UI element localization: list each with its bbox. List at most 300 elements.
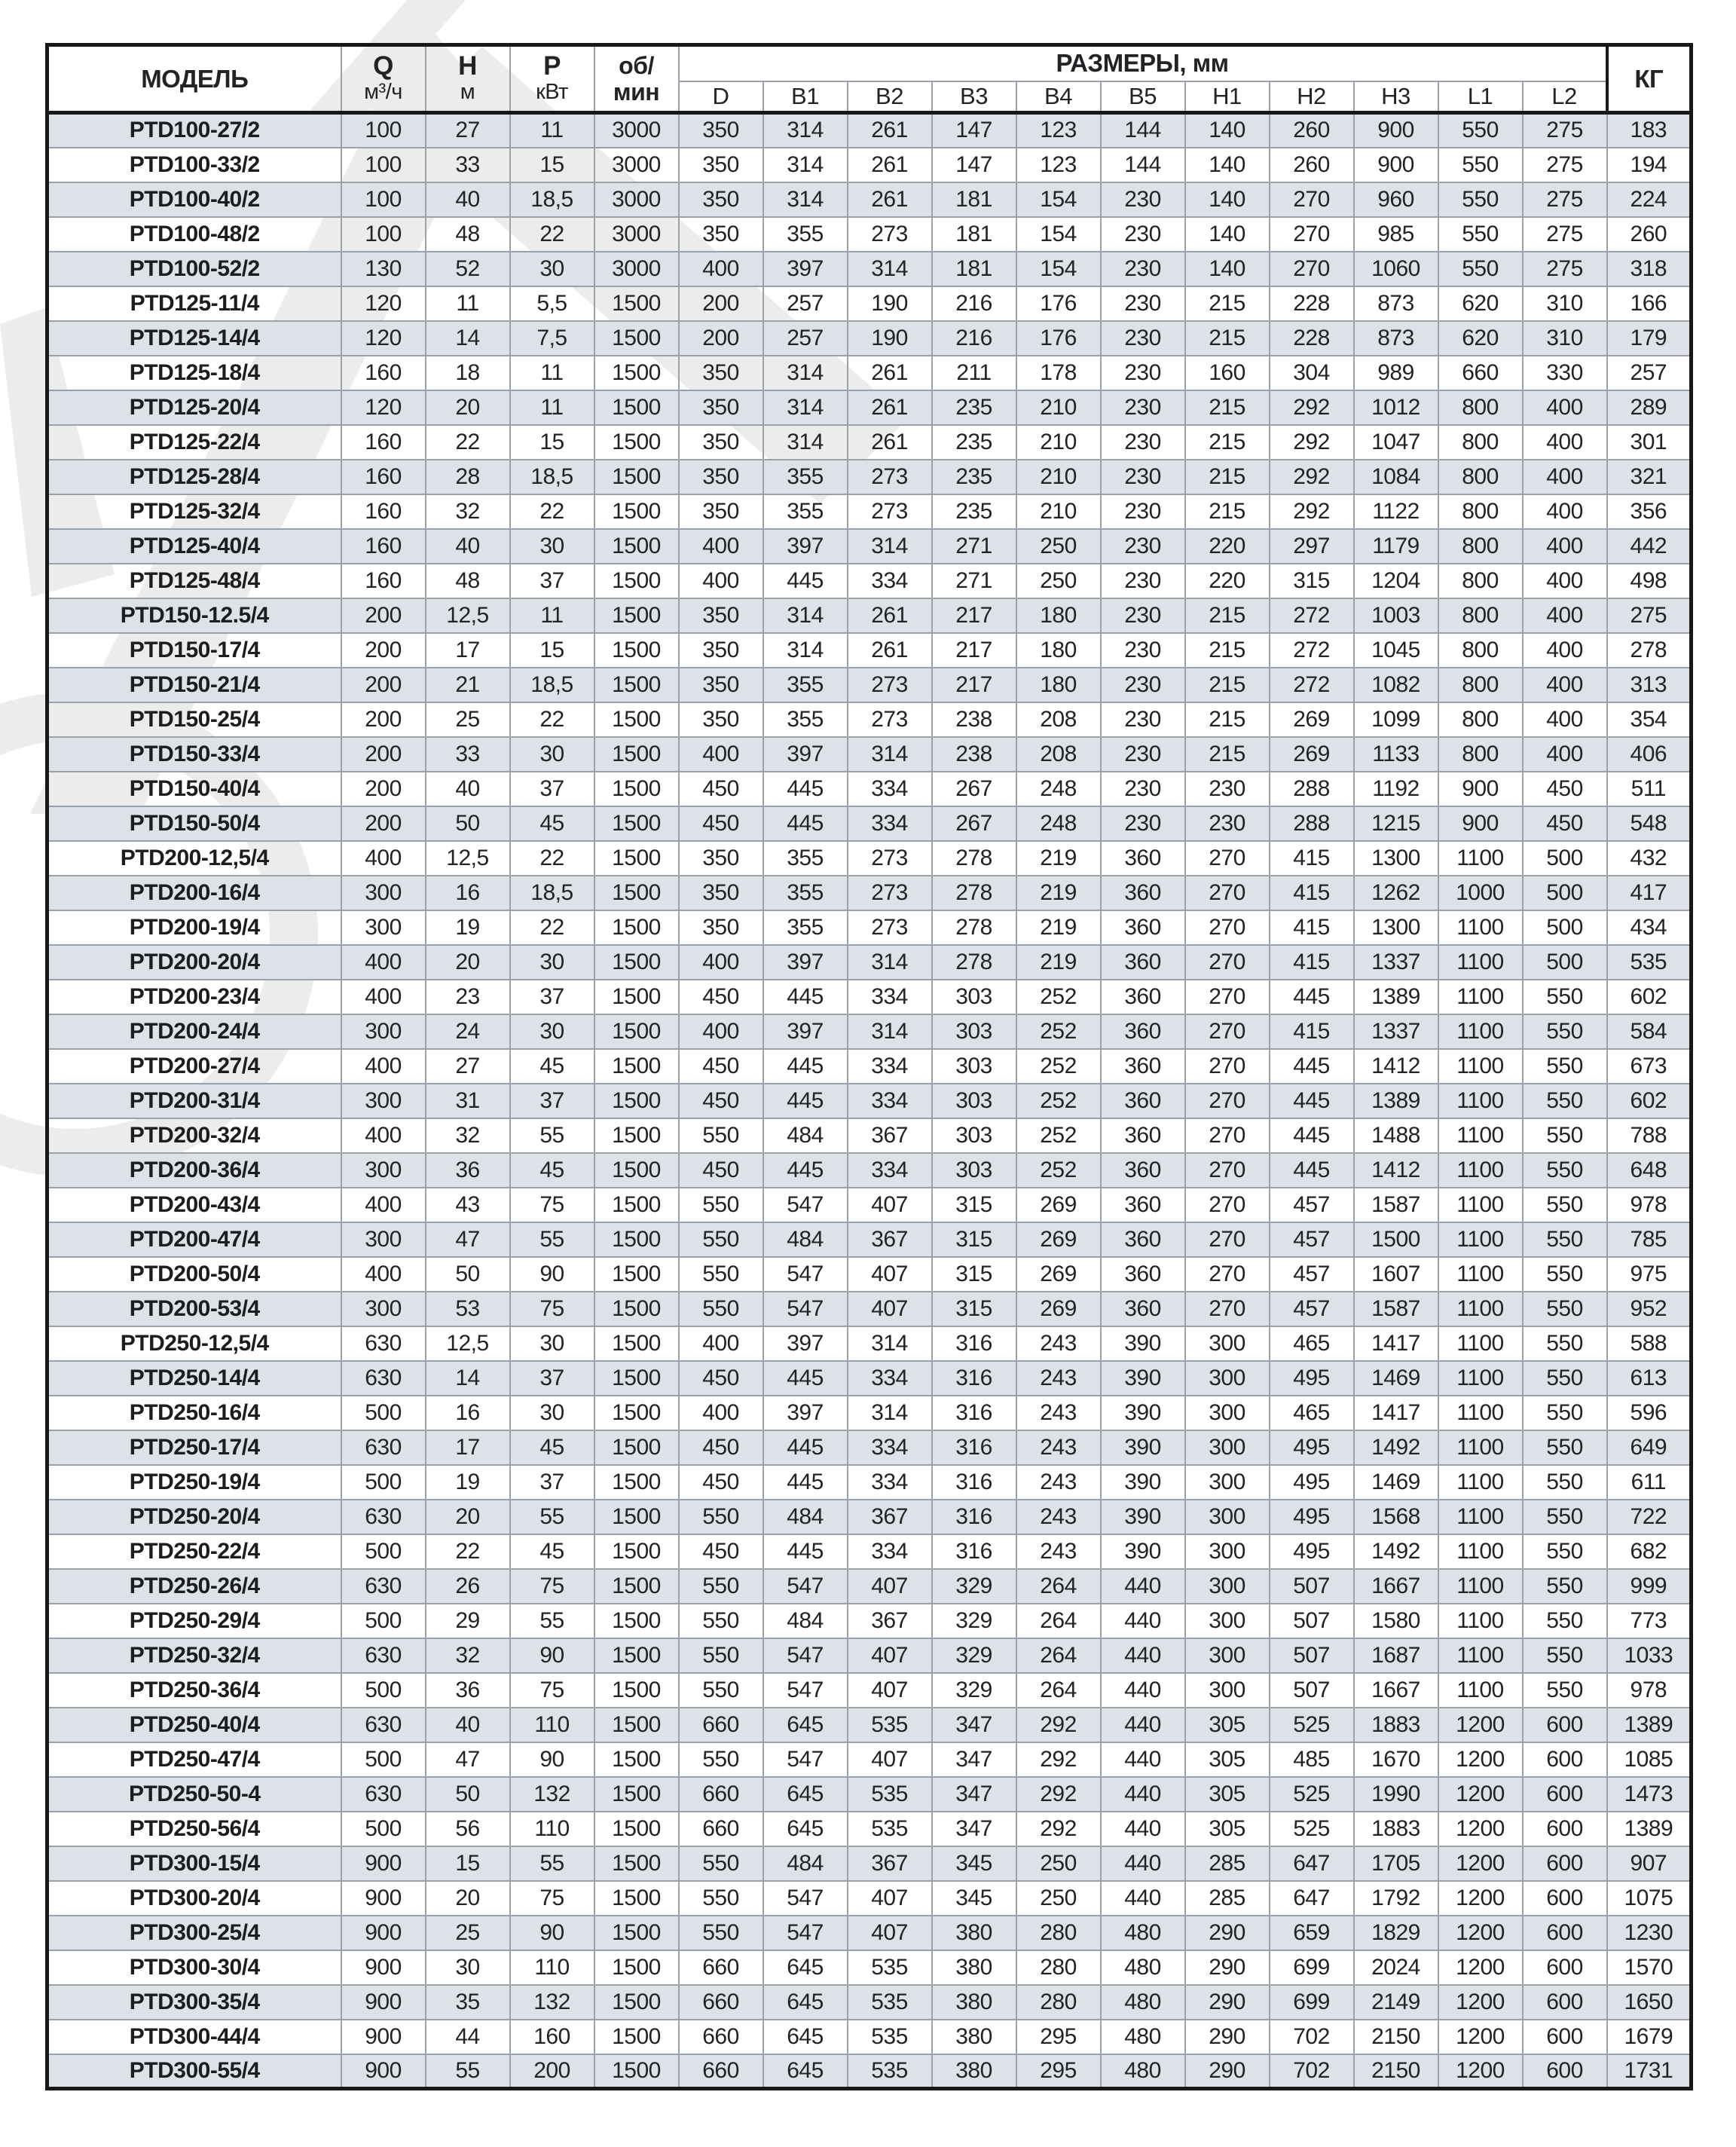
value-cell: 900 <box>1438 772 1523 806</box>
value-cell: 1500 <box>594 1916 679 1950</box>
value-cell: 264 <box>1016 1569 1101 1604</box>
model-name-cell: PTD250-12,5/4 <box>47 1326 341 1361</box>
value-cell: 215 <box>1185 425 1270 460</box>
value-cell: 535 <box>848 1950 932 1985</box>
value-cell: 550 <box>1523 1396 1607 1430</box>
value-cell: 1045 <box>1354 633 1438 668</box>
model-name-cell: PTD125-40/4 <box>47 529 341 564</box>
value-cell: 252 <box>1016 1084 1101 1118</box>
value-cell: 40 <box>426 772 510 806</box>
table-row <box>47 182 1692 217</box>
model-name-cell: PTD150-25/4 <box>47 702 341 737</box>
value-cell: 620 <box>1438 286 1523 321</box>
value-cell: 275 <box>1523 113 1607 148</box>
model-name-cell: PTD200-36/4 <box>47 1153 341 1188</box>
table-row <box>47 460 1692 494</box>
value-cell: 645 <box>763 1950 848 1985</box>
value-cell: 310 <box>1523 321 1607 356</box>
value-cell: 230 <box>1101 668 1185 702</box>
value-cell: 600 <box>1523 1881 1607 1916</box>
value-cell: 1580 <box>1354 1604 1438 1638</box>
value-cell: 550 <box>679 1604 763 1638</box>
model-name-cell: PTD250-47/4 <box>47 1742 341 1777</box>
value-cell: 630 <box>341 1569 426 1604</box>
value-cell: 360 <box>1101 1257 1185 1292</box>
value-cell: 33 <box>426 737 510 772</box>
value-cell: 292 <box>1270 494 1354 529</box>
value-cell: 550 <box>1523 1188 1607 1222</box>
model-name-cell: PTD150-50/4 <box>47 806 341 841</box>
value-cell: 1389 <box>1607 1812 1692 1846</box>
value-cell: 611 <box>1607 1465 1692 1500</box>
value-cell: 270 <box>1185 980 1270 1014</box>
value-cell: 1003 <box>1354 598 1438 633</box>
model-name-cell: PTD125-18/4 <box>47 356 341 390</box>
value-cell: 270 <box>1270 252 1354 286</box>
value-cell: 200 <box>341 806 426 841</box>
value-cell: 1500 <box>594 1985 679 2020</box>
value-cell: 267 <box>932 772 1016 806</box>
value-cell: 300 <box>341 910 426 945</box>
value-cell: 230 <box>1101 564 1185 598</box>
value-cell: 288 <box>1270 806 1354 841</box>
value-cell: 550 <box>1523 1430 1607 1465</box>
value-cell: 465 <box>1270 1396 1354 1430</box>
value-cell: 208 <box>1016 702 1101 737</box>
value-cell: 702 <box>1270 2054 1354 2089</box>
value-cell: 660 <box>679 1950 763 1985</box>
value-cell: 1990 <box>1354 1777 1438 1812</box>
value-cell: 550 <box>1438 252 1523 286</box>
value-cell: 273 <box>848 702 932 737</box>
value-cell: 1047 <box>1354 425 1438 460</box>
value-cell: 22 <box>510 910 594 945</box>
value-cell: 261 <box>848 425 932 460</box>
value-cell: 50 <box>426 1777 510 1812</box>
value-cell: 147 <box>932 148 1016 182</box>
value-cell: 602 <box>1607 980 1692 1014</box>
value-cell: 440 <box>1101 1638 1185 1673</box>
value-cell: 1084 <box>1354 460 1438 494</box>
value-cell: 702 <box>1270 2020 1354 2054</box>
value-cell: 269 <box>1016 1188 1101 1222</box>
value-cell: 154 <box>1016 182 1101 217</box>
value-cell: 600 <box>1523 2054 1607 2089</box>
value-cell: 235 <box>932 494 1016 529</box>
value-cell: 630 <box>341 1361 426 1396</box>
table-row <box>47 1916 1692 1950</box>
value-cell: 300 <box>341 1084 426 1118</box>
value-cell: 645 <box>763 2054 848 2089</box>
column-header-h <box>426 45 510 113</box>
value-cell: 123 <box>1016 148 1101 182</box>
value-cell: 252 <box>1016 1153 1101 1188</box>
value-cell: 215 <box>1185 286 1270 321</box>
value-cell: 75 <box>510 1673 594 1708</box>
table-row <box>47 668 1692 702</box>
value-cell: 445 <box>1270 980 1354 1014</box>
value-cell: 550 <box>679 1292 763 1326</box>
value-cell: 500 <box>1523 910 1607 945</box>
value-cell: 301 <box>1607 425 1692 460</box>
value-cell: 450 <box>679 1153 763 1188</box>
value-cell: 230 <box>1101 286 1185 321</box>
value-cell: 367 <box>848 1118 932 1153</box>
table-row <box>47 1049 1692 1084</box>
value-cell: 1200 <box>1438 1985 1523 2020</box>
value-cell: 215 <box>1185 737 1270 772</box>
value-cell: 1883 <box>1354 1812 1438 1846</box>
value-cell: 210 <box>1016 390 1101 425</box>
value-cell: 334 <box>848 1084 932 1118</box>
value-cell: 140 <box>1185 182 1270 217</box>
value-cell: 22 <box>510 841 594 876</box>
model-name-cell: PTD300-30/4 <box>47 1950 341 1985</box>
value-cell: 216 <box>932 286 1016 321</box>
value-cell: 1687 <box>1354 1638 1438 1673</box>
value-cell: 647 <box>1270 1846 1354 1881</box>
value-cell: 147 <box>932 113 1016 148</box>
value-cell: 75 <box>510 1569 594 1604</box>
value-cell: 316 <box>932 1326 1016 1361</box>
value-cell: 32 <box>426 494 510 529</box>
value-cell: 547 <box>763 1673 848 1708</box>
value-cell: 315 <box>932 1292 1016 1326</box>
value-cell: 584 <box>1607 1014 1692 1049</box>
value-cell: 261 <box>848 633 932 668</box>
value-cell: 450 <box>1523 806 1607 841</box>
value-cell: 350 <box>679 494 763 529</box>
value-cell: 270 <box>1185 1188 1270 1222</box>
column-header-dim-b2: B2 <box>848 81 932 113</box>
model-name-cell: PTD100-33/2 <box>47 148 341 182</box>
value-cell: 215 <box>1185 598 1270 633</box>
value-cell: 243 <box>1016 1326 1101 1361</box>
value-cell: 210 <box>1016 425 1101 460</box>
value-cell: 400 <box>1523 633 1607 668</box>
value-cell: 1500 <box>594 737 679 772</box>
value-cell: 397 <box>763 1396 848 1430</box>
value-cell: 45 <box>510 1153 594 1188</box>
value-cell: 450 <box>679 1361 763 1396</box>
value-cell: 647 <box>1270 1881 1354 1916</box>
value-cell: 27 <box>426 1049 510 1084</box>
model-name-cell: PTD150-33/4 <box>47 737 341 772</box>
value-cell: 415 <box>1270 945 1354 980</box>
value-cell: 215 <box>1185 321 1270 356</box>
value-cell: 1337 <box>1354 945 1438 980</box>
value-cell: 550 <box>1523 1361 1607 1396</box>
value-cell: 90 <box>510 1916 594 1950</box>
value-cell: 270 <box>1185 1118 1270 1153</box>
value-cell: 176 <box>1016 286 1101 321</box>
value-cell: 228 <box>1270 286 1354 321</box>
value-cell: 355 <box>763 217 848 252</box>
value-cell: 360 <box>1101 1049 1185 1084</box>
value-cell: 407 <box>848 1881 932 1916</box>
model-name-cell: PTD250-19/4 <box>47 1465 341 1500</box>
model-name-cell: PTD250-17/4 <box>47 1430 341 1465</box>
value-cell: 507 <box>1270 1638 1354 1673</box>
value-cell: 442 <box>1607 529 1692 564</box>
value-cell: 160 <box>341 529 426 564</box>
value-cell: 1500 <box>594 321 679 356</box>
value-cell: 48 <box>426 564 510 598</box>
value-cell: 440 <box>1101 1742 1185 1777</box>
value-cell: 1262 <box>1354 876 1438 910</box>
value-cell: 257 <box>763 286 848 321</box>
value-cell: 1705 <box>1354 1846 1438 1881</box>
value-cell: 36 <box>426 1673 510 1708</box>
table-row <box>47 1742 1692 1777</box>
value-cell: 1500 <box>594 1188 679 1222</box>
value-cell: 315 <box>1270 564 1354 598</box>
value-cell: 1412 <box>1354 1049 1438 1084</box>
value-cell: 535 <box>848 1812 932 1846</box>
value-cell: 415 <box>1270 910 1354 945</box>
value-cell: 380 <box>932 1916 1016 1950</box>
model-name-cell: PTD150-17/4 <box>47 633 341 668</box>
value-cell: 550 <box>1523 1014 1607 1049</box>
table-row <box>47 1257 1692 1292</box>
value-cell: 271 <box>932 529 1016 564</box>
value-cell: 390 <box>1101 1500 1185 1534</box>
column-header-q <box>341 45 426 113</box>
value-cell: 550 <box>679 1500 763 1534</box>
value-cell: 682 <box>1607 1534 1692 1569</box>
value-cell: 90 <box>510 1638 594 1673</box>
value-cell: 547 <box>763 1257 848 1292</box>
value-cell: 660 <box>679 1812 763 1846</box>
value-cell: 1100 <box>1438 945 1523 980</box>
value-cell: 457 <box>1270 1188 1354 1222</box>
value-cell: 235 <box>932 425 1016 460</box>
value-cell: 37 <box>510 772 594 806</box>
value-cell: 547 <box>763 1916 848 1950</box>
value-cell: 800 <box>1438 702 1523 737</box>
value-cell: 166 <box>1607 286 1692 321</box>
value-cell: 37 <box>510 1361 594 1396</box>
table-row <box>47 529 1692 564</box>
value-cell: 2150 <box>1354 2020 1438 2054</box>
value-cell: 400 <box>679 564 763 598</box>
value-cell: 550 <box>679 1638 763 1673</box>
value-cell: 1100 <box>1438 1084 1523 1118</box>
value-cell: 417 <box>1607 876 1692 910</box>
value-cell: 32 <box>426 1638 510 1673</box>
value-cell: 18 <box>426 356 510 390</box>
value-cell: 100 <box>341 182 426 217</box>
value-cell: 659 <box>1270 1916 1354 1950</box>
table-row <box>47 772 1692 806</box>
value-cell: 350 <box>679 113 763 148</box>
value-cell: 290 <box>1185 1985 1270 2020</box>
value-cell: 250 <box>1016 1881 1101 1916</box>
value-cell: 30 <box>510 737 594 772</box>
value-cell: 1215 <box>1354 806 1438 841</box>
value-cell: 200 <box>341 772 426 806</box>
value-cell: 292 <box>1270 460 1354 494</box>
value-cell: 300 <box>341 876 426 910</box>
value-cell: 315 <box>932 1257 1016 1292</box>
value-cell: 407 <box>848 1673 932 1708</box>
value-cell: 270 <box>1185 1292 1270 1326</box>
value-cell: 334 <box>848 564 932 598</box>
model-name-cell: PTD250-50-4 <box>47 1777 341 1812</box>
value-cell: 350 <box>679 702 763 737</box>
value-cell: 400 <box>341 1257 426 1292</box>
value-cell: 300 <box>1185 1673 1270 1708</box>
value-cell: 272 <box>1270 633 1354 668</box>
value-cell: 350 <box>679 910 763 945</box>
value-cell: 975 <box>1607 1257 1692 1292</box>
value-cell: 200 <box>679 286 763 321</box>
value-cell: 600 <box>1523 1742 1607 1777</box>
value-cell: 217 <box>932 668 1016 702</box>
value-cell: 270 <box>1185 910 1270 945</box>
table-row <box>47 1812 1692 1846</box>
model-name-cell: PTD250-29/4 <box>47 1604 341 1638</box>
value-cell: 600 <box>1523 1708 1607 1742</box>
value-cell: 292 <box>1270 390 1354 425</box>
value-cell: 314 <box>848 945 932 980</box>
value-cell: 19 <box>426 910 510 945</box>
value-cell: 314 <box>763 633 848 668</box>
value-cell: 16 <box>426 1396 510 1430</box>
value-cell: 53 <box>426 1292 510 1326</box>
value-cell: 314 <box>763 113 848 148</box>
value-cell: 507 <box>1270 1569 1354 1604</box>
value-cell: 347 <box>932 1777 1016 1812</box>
column-header-weight: КГ <box>1607 45 1692 113</box>
column-header-dim-b4: B4 <box>1016 81 1101 113</box>
value-cell: 596 <box>1607 1396 1692 1430</box>
value-cell: 11 <box>510 356 594 390</box>
value-cell: 314 <box>763 425 848 460</box>
value-cell: 645 <box>763 1777 848 1812</box>
value-cell: 230 <box>1101 252 1185 286</box>
value-cell: 3000 <box>594 113 679 148</box>
value-cell: 210 <box>1016 494 1101 529</box>
table-row <box>47 1846 1692 1881</box>
h-symbol: Н <box>458 51 477 81</box>
value-cell: 1500 <box>594 1014 679 1049</box>
value-cell: 1100 <box>1438 1361 1523 1396</box>
model-name-cell: PTD250-14/4 <box>47 1361 341 1396</box>
value-cell: 1500 <box>594 1673 679 1708</box>
value-cell: 300 <box>341 1014 426 1049</box>
value-cell: 547 <box>763 1881 848 1916</box>
value-cell: 550 <box>679 1846 763 1881</box>
value-cell: 773 <box>1607 1604 1692 1638</box>
value-cell: 440 <box>1101 1708 1185 1742</box>
value-cell: 1500 <box>594 494 679 529</box>
value-cell: 400 <box>679 252 763 286</box>
value-cell: 1085 <box>1607 1742 1692 1777</box>
value-cell: 1607 <box>1354 1257 1438 1292</box>
value-cell: 367 <box>848 1604 932 1638</box>
value-cell: 1500 <box>594 1292 679 1326</box>
value-cell: 292 <box>1270 425 1354 460</box>
model-name-cell: PTD250-36/4 <box>47 1673 341 1708</box>
value-cell: 445 <box>763 806 848 841</box>
value-cell: 900 <box>341 1916 426 1950</box>
value-cell: 20 <box>426 390 510 425</box>
value-cell: 390 <box>1101 1396 1185 1430</box>
value-cell: 511 <box>1607 772 1692 806</box>
value-cell: 15 <box>426 1846 510 1881</box>
value-cell: 15 <box>510 425 594 460</box>
value-cell: 1122 <box>1354 494 1438 529</box>
value-cell: 355 <box>763 876 848 910</box>
value-cell: 1500 <box>594 1049 679 1084</box>
value-cell: 649 <box>1607 1430 1692 1465</box>
value-cell: 243 <box>1016 1396 1101 1430</box>
value-cell: 230 <box>1185 772 1270 806</box>
value-cell: 3000 <box>594 252 679 286</box>
value-cell: 550 <box>679 1881 763 1916</box>
value-cell: 30 <box>510 945 594 980</box>
value-cell: 445 <box>1270 1118 1354 1153</box>
value-cell: 600 <box>1523 2020 1607 2054</box>
table-row <box>47 286 1692 321</box>
model-name-cell: PTD125-28/4 <box>47 460 341 494</box>
value-cell: 292 <box>1016 1742 1101 1777</box>
value-cell: 261 <box>848 113 932 148</box>
value-cell: 1179 <box>1354 529 1438 564</box>
value-cell: 44 <box>426 2020 510 2054</box>
value-cell: 407 <box>848 1638 932 1673</box>
value-cell: 550 <box>679 1188 763 1222</box>
table-row <box>47 980 1692 1014</box>
value-cell: 248 <box>1016 772 1101 806</box>
value-cell: 275 <box>1523 252 1607 286</box>
value-cell: 907 <box>1607 1846 1692 1881</box>
value-cell: 550 <box>1438 113 1523 148</box>
value-cell: 230 <box>1101 321 1185 356</box>
value-cell: 788 <box>1607 1118 1692 1153</box>
value-cell: 415 <box>1270 876 1354 910</box>
table-row <box>47 1950 1692 1985</box>
value-cell: 190 <box>848 321 932 356</box>
value-cell: 19 <box>426 1465 510 1500</box>
value-cell: 280 <box>1016 1985 1101 2020</box>
value-cell: 400 <box>341 841 426 876</box>
model-name-cell: PTD250-26/4 <box>47 1569 341 1604</box>
value-cell: 235 <box>932 390 1016 425</box>
value-cell: 181 <box>932 252 1016 286</box>
value-cell: 406 <box>1607 737 1692 772</box>
value-cell: 292 <box>1016 1708 1101 1742</box>
value-cell: 978 <box>1607 1673 1692 1708</box>
value-cell: 248 <box>1016 806 1101 841</box>
table-row <box>47 633 1692 668</box>
value-cell: 989 <box>1354 356 1438 390</box>
value-cell: 1500 <box>594 980 679 1014</box>
value-cell: 250 <box>1016 564 1101 598</box>
value-cell: 900 <box>1354 148 1438 182</box>
value-cell: 445 <box>1270 1153 1354 1188</box>
value-cell: 400 <box>1523 702 1607 737</box>
model-name-cell: PTD125-48/4 <box>47 564 341 598</box>
value-cell: 1200 <box>1438 2054 1523 2089</box>
value-cell: 261 <box>848 356 932 390</box>
value-cell: 480 <box>1101 1950 1185 1985</box>
value-cell: 550 <box>679 1742 763 1777</box>
value-cell: 219 <box>1016 945 1101 980</box>
value-cell: 1679 <box>1607 2020 1692 2054</box>
value-cell: 550 <box>1523 1257 1607 1292</box>
